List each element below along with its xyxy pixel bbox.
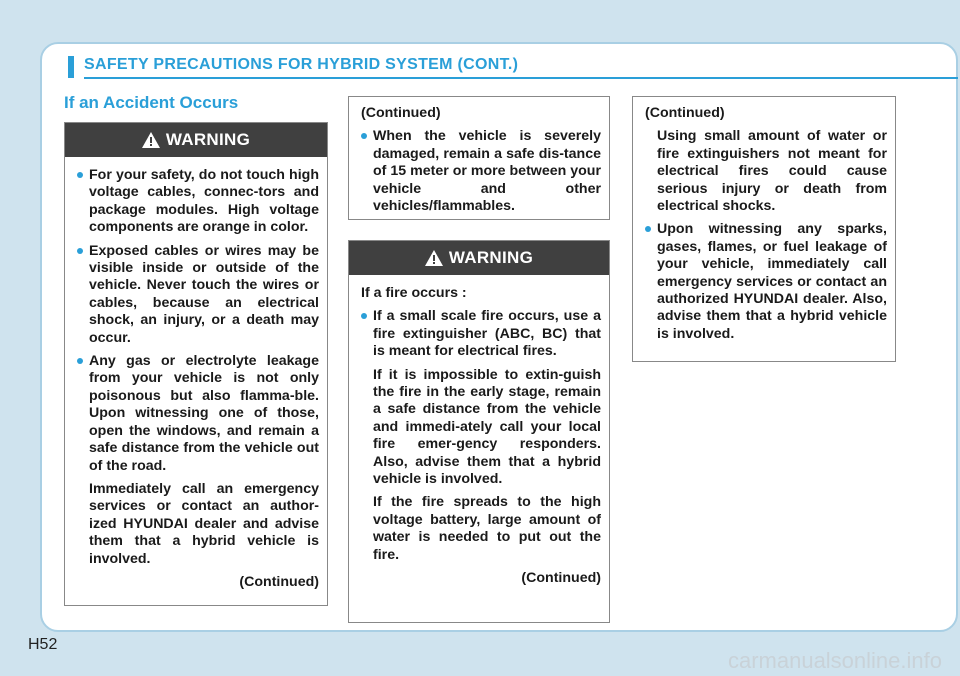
continued-label: (Continued) — [239, 573, 319, 590]
section-divider — [84, 77, 958, 79]
section-title: SAFETY PRECAUTIONS FOR HYBRID SYSTEM (CONT.) — [84, 56, 519, 73]
warning-box-2 — [348, 240, 610, 623]
list-item — [77, 243, 319, 347]
warning-content — [65, 157, 327, 599]
paragraph: If it is impossible to extin-guish the fire in the early stage, remain a safe distance from the vehicle and immedi-ately call your local fire emer-gency responders. Also, advise them that a hybrid vehicle is involved. — [373, 366, 601, 488]
bullet-dot-icon — [77, 172, 83, 178]
bullet-dot-icon — [361, 133, 367, 139]
warning-header — [65, 123, 327, 157]
watermark: carmanualsonline.info — [727, 648, 942, 673]
subheading: If an Accident Occurs — [64, 93, 239, 112]
warning-label: WARNING — [165, 130, 251, 149]
paragraph: If the fire spreads to the high voltage battery, large amount of water is needed to put out the fire. — [373, 494, 601, 563]
warning-header — [349, 241, 609, 275]
warning-box-1 — [64, 122, 328, 606]
intro-text: If a fire occurs : — [361, 285, 467, 301]
list-item-text: Exposed cables or wires may be visible inside or outside of the vehicle. Never touch the wires or cables, because an electrical shock, an injury, or a death may occur. — [89, 242, 319, 346]
continued-box — [632, 96, 896, 362]
warning-triangle-icon — [142, 132, 160, 148]
continued-heading: (Continued) — [361, 105, 441, 121]
list-item — [361, 308, 601, 360]
continued-heading: (Continued) — [645, 105, 725, 121]
bullet-dot-icon — [77, 358, 83, 364]
continued-label: (Continued) — [521, 570, 601, 587]
page-number: H52 — [28, 636, 58, 653]
list-item — [77, 167, 319, 237]
warning-content — [349, 275, 609, 596]
bullet-dot-icon — [361, 313, 367, 319]
continued-content — [633, 97, 895, 357]
list-item — [361, 128, 601, 215]
bullet-dot-icon — [645, 226, 651, 232]
list-item-text: For your safety, do not touch high voltage cables, connec-tors and package modules. High voltage components are orange in color. — [89, 167, 319, 236]
bullet-dot-icon — [77, 248, 83, 254]
paragraph: Using small amount of water or fire extinguishers not meant for electrical fires could cause serious injury or death from electrical shocks. — [657, 128, 887, 215]
list-item — [645, 221, 887, 343]
continued-content — [349, 97, 609, 229]
list-item-text: When the vehicle is severely damaged, remain a safe dis-tance of 15 meter or more between your vehicle and other vehicles/flammables. — [373, 128, 601, 215]
list-item-text: Any gas or electrolyte leakage from your vehicle is not only poisonous but also flamma-ble. Upon witnessing one of those, open the windows, and remain a safe distance from the vehicle out of the road. — [89, 353, 319, 474]
continued-box — [348, 96, 610, 220]
paragraph: Immediately call an emergency services or contact an author-ized HYUNDAI dealer and advise them that a hybrid vehicle is involved. — [89, 480, 319, 567]
warning-triangle-icon — [425, 250, 443, 266]
list-item-text: If a small scale fire occurs, use a fire extinguisher (ABC, BC) that is meant for electrical fires. — [373, 308, 601, 360]
section-accent-bar — [68, 56, 74, 78]
list-item-text: Upon witnessing any sparks, gases, flames, or fuel leakage of your vehicle, immediately call emergency services or contact an authorized HYUNDAI dealer. Also, advise them that a hybrid vehicle is involved. — [657, 221, 887, 342]
warning-label: WARNING — [448, 248, 534, 267]
list-item — [77, 353, 319, 475]
